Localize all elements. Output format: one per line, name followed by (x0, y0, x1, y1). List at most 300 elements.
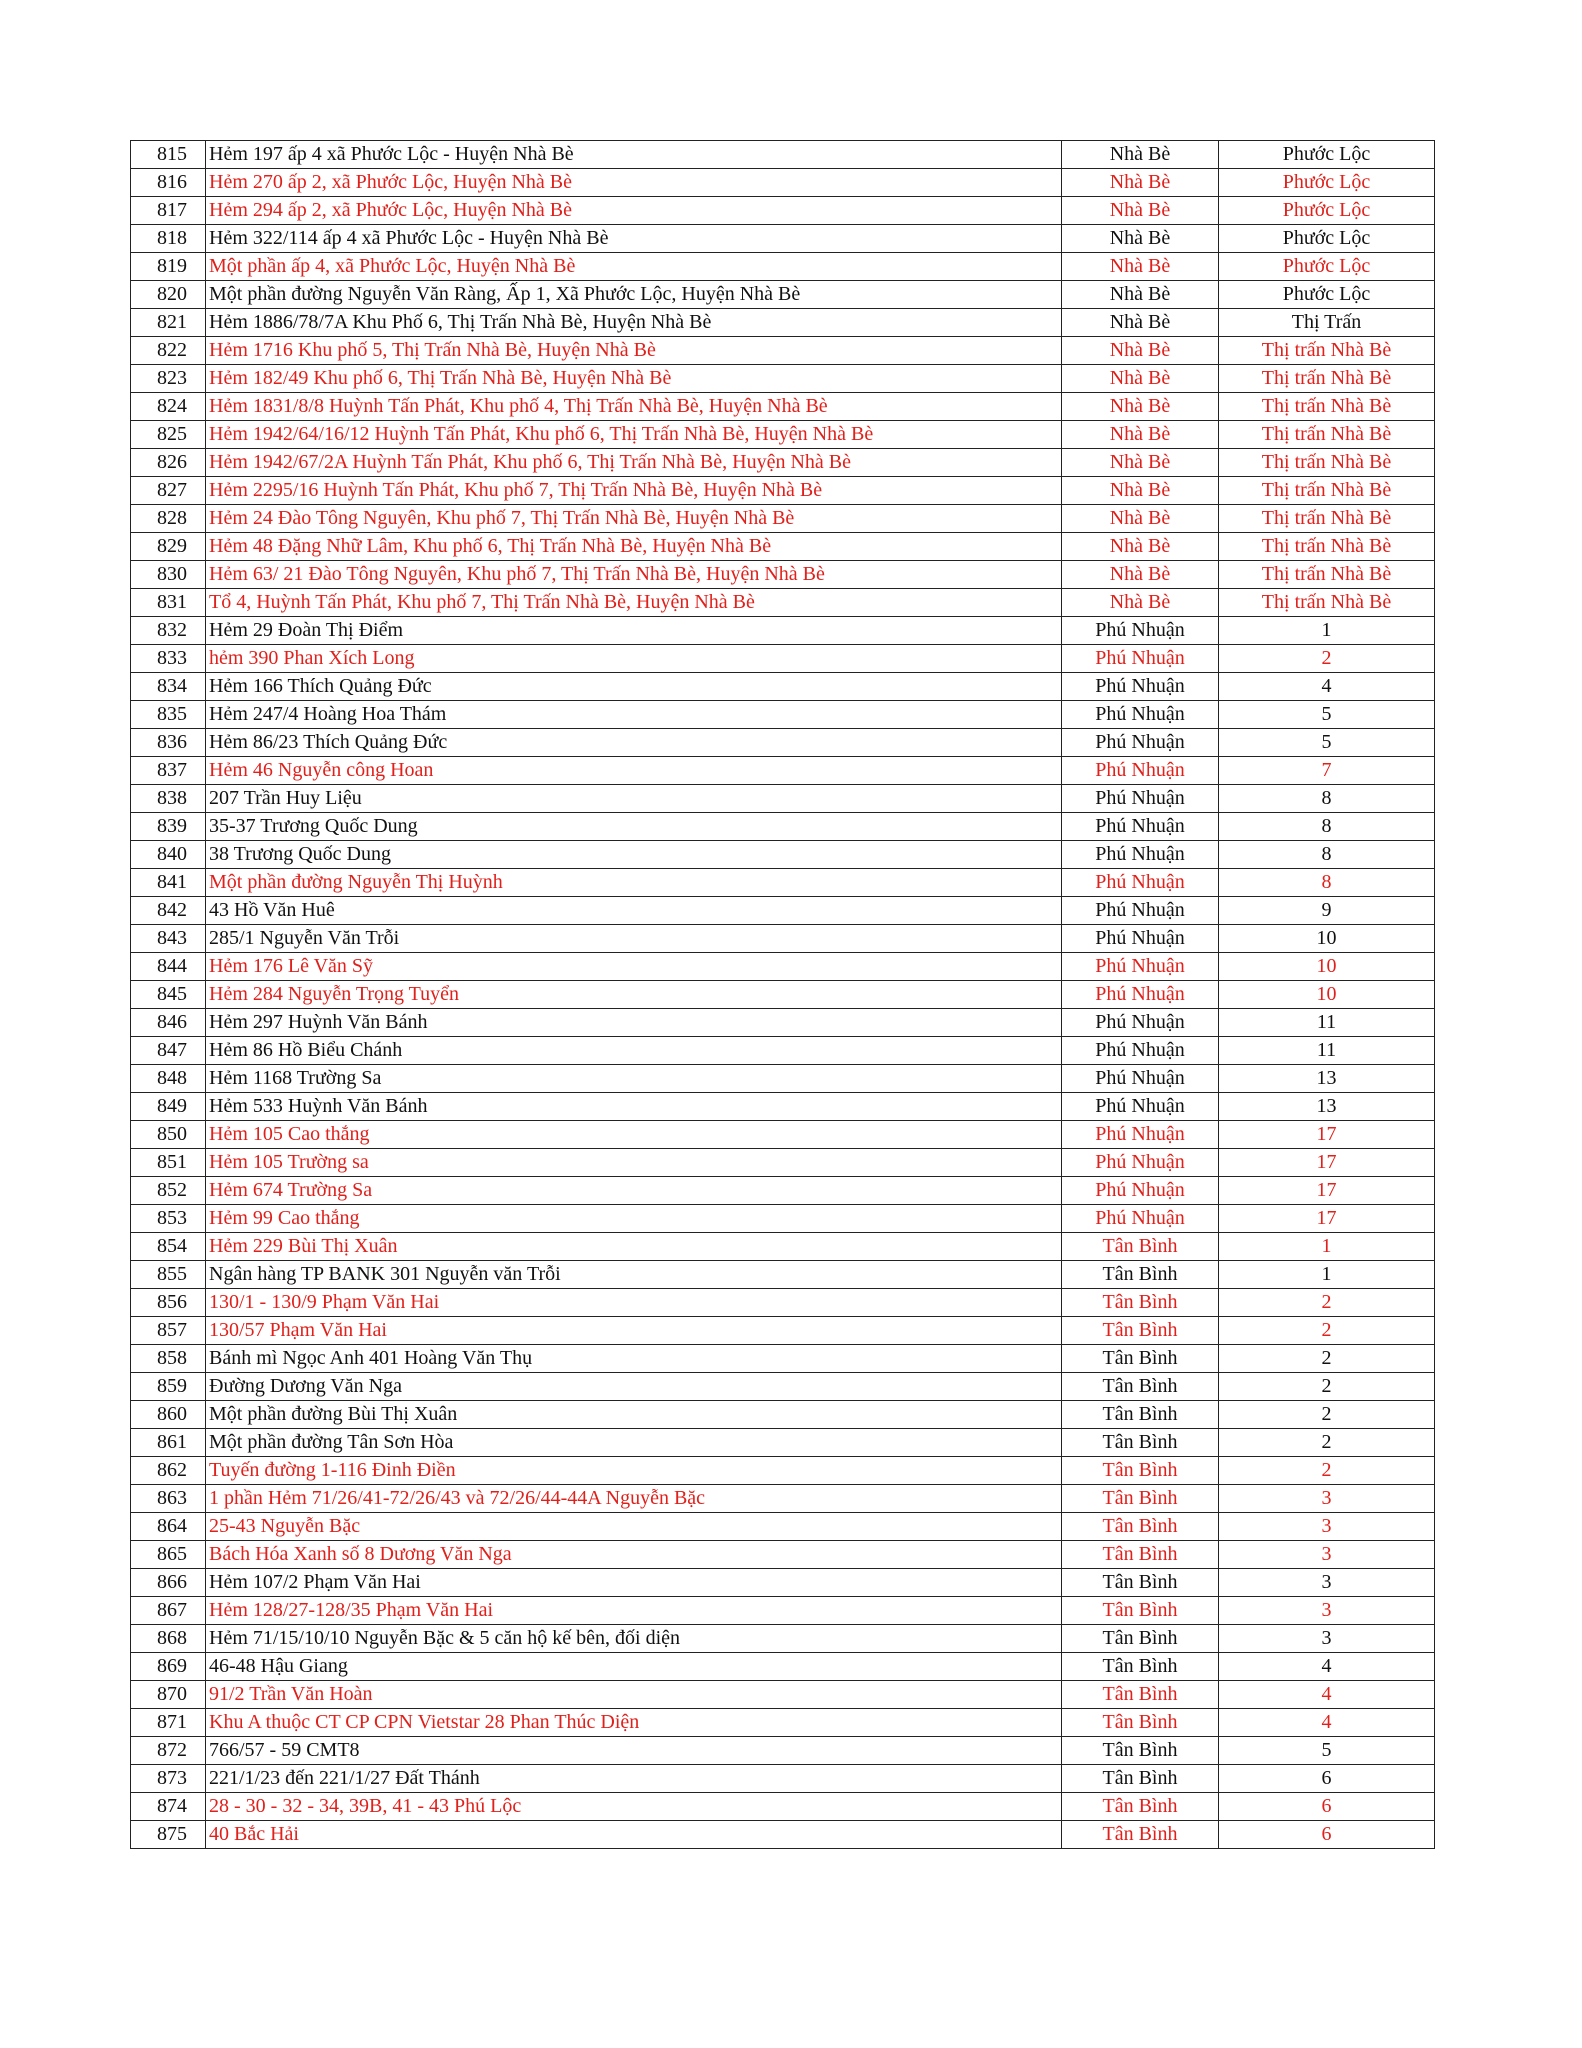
address-cell: Bách Hóa Xanh số 8 Dương Văn Nga (206, 1541, 1062, 1569)
ward-cell: Thị trấn Nhà Bè (1219, 337, 1435, 365)
address-cell: Hẻm 105 Trường sa (206, 1149, 1062, 1177)
ward-cell: 2 (1219, 1289, 1435, 1317)
ward-cell: 2 (1219, 1401, 1435, 1429)
table-row (131, 533, 1435, 561)
district-cell: Phú Nhuận (1062, 1149, 1219, 1177)
row-number-cell: 832 (131, 617, 206, 645)
table-row (131, 925, 1435, 953)
table-row (131, 981, 1435, 1009)
address-cell: 221/1/23 đến 221/1/27 Đất Thánh (206, 1765, 1062, 1793)
table-row (131, 813, 1435, 841)
address-cell: Hẻm 63/ 21 Đào Tông Nguyên, Khu phố 7, Thị Trấn Nhà Bè, Huyện Nhà Bè (206, 561, 1062, 589)
row-number-cell: 815 (131, 141, 206, 169)
address-cell: Hẻm 46 Nguyễn công Hoan (206, 757, 1062, 785)
table-row (131, 617, 1435, 645)
row-number-cell: 827 (131, 477, 206, 505)
district-cell: Tân Bình (1062, 1345, 1219, 1373)
table-row (131, 1793, 1435, 1821)
ward-cell: 3 (1219, 1513, 1435, 1541)
address-cell: Một phần đường Bùi Thị Xuân (206, 1401, 1062, 1429)
row-number-cell: 830 (131, 561, 206, 589)
ward-cell: 2 (1219, 1317, 1435, 1345)
address-cell: Hẻm 107/2 Phạm Văn Hai (206, 1569, 1062, 1597)
ward-cell: 8 (1219, 785, 1435, 813)
address-cell: Một phần đường Nguyễn Văn Ràng, Ấp 1, Xã Phước Lộc, Huyện Nhà Bè (206, 281, 1062, 309)
ward-cell: 4 (1219, 1681, 1435, 1709)
row-number-cell: 868 (131, 1625, 206, 1653)
address-cell: 207 Trần Huy Liệu (206, 785, 1062, 813)
address-cell: Đường Dương Văn Nga (206, 1373, 1062, 1401)
district-cell: Tân Bình (1062, 1373, 1219, 1401)
row-number-cell: 859 (131, 1373, 206, 1401)
row-number-cell: 824 (131, 393, 206, 421)
table-row (131, 701, 1435, 729)
ward-cell: 8 (1219, 813, 1435, 841)
ward-cell: 5 (1219, 729, 1435, 757)
table-row (131, 589, 1435, 617)
district-cell: Phú Nhuận (1062, 1065, 1219, 1093)
district-cell: Phú Nhuận (1062, 1037, 1219, 1065)
ward-cell: Thị trấn Nhà Bè (1219, 449, 1435, 477)
row-number-cell: 843 (131, 925, 206, 953)
table-row (131, 1261, 1435, 1289)
address-cell: Hẻm 1942/64/16/12 Huỳnh Tấn Phát, Khu phố 6, Thị Trấn Nhà Bè, Huyện Nhà Bè (206, 421, 1062, 449)
district-cell: Tân Bình (1062, 1737, 1219, 1765)
address-cell: 46-48 Hậu Giang (206, 1653, 1062, 1681)
district-cell: Tân Bình (1062, 1541, 1219, 1569)
row-number-cell: 855 (131, 1261, 206, 1289)
table-row (131, 869, 1435, 897)
row-number-cell: 870 (131, 1681, 206, 1709)
ward-cell: 5 (1219, 701, 1435, 729)
row-number-cell: 828 (131, 505, 206, 533)
address-cell: hẻm 390 Phan Xích Long (206, 645, 1062, 673)
table-row (131, 449, 1435, 477)
row-number-cell: 849 (131, 1093, 206, 1121)
ward-cell: 17 (1219, 1205, 1435, 1233)
table-row (131, 169, 1435, 197)
address-cell: Hẻm 197 ấp 4 xã Phước Lộc - Huyện Nhà Bè (206, 141, 1062, 169)
row-number-cell: 864 (131, 1513, 206, 1541)
row-number-cell: 851 (131, 1149, 206, 1177)
ward-cell: 3 (1219, 1597, 1435, 1625)
ward-cell: 11 (1219, 1037, 1435, 1065)
ward-cell: 1 (1219, 1261, 1435, 1289)
row-number-cell: 854 (131, 1233, 206, 1261)
address-cell: 130/1 - 130/9 Phạm Văn Hai (206, 1289, 1062, 1317)
table-row (131, 1205, 1435, 1233)
row-number-cell: 826 (131, 449, 206, 477)
table-row (131, 953, 1435, 981)
row-number-cell: 852 (131, 1177, 206, 1205)
ward-cell: 1 (1219, 1233, 1435, 1261)
row-number-cell: 822 (131, 337, 206, 365)
table-row (131, 1289, 1435, 1317)
table-row (131, 1821, 1435, 1849)
table-row (131, 1373, 1435, 1401)
ward-cell: 11 (1219, 1009, 1435, 1037)
address-cell: Ngân hàng TP BANK 301 Nguyễn văn Trỗi (206, 1261, 1062, 1289)
ward-cell: 6 (1219, 1765, 1435, 1793)
district-cell: Tân Bình (1062, 1653, 1219, 1681)
table-row (131, 1541, 1435, 1569)
ward-cell: 10 (1219, 953, 1435, 981)
address-cell: Hẻm 2295/16 Huỳnh Tấn Phát, Khu phố 7, Thị Trấn Nhà Bè, Huyện Nhà Bè (206, 477, 1062, 505)
table-row (131, 1429, 1435, 1457)
table-row (131, 1737, 1435, 1765)
district-cell: Nhà Bè (1062, 561, 1219, 589)
district-cell: Nhà Bè (1062, 449, 1219, 477)
ward-cell: Phước Lộc (1219, 225, 1435, 253)
row-number-cell: 818 (131, 225, 206, 253)
ward-cell: 1 (1219, 617, 1435, 645)
ward-cell: 4 (1219, 1709, 1435, 1737)
table-row (131, 281, 1435, 309)
district-cell: Phú Nhuận (1062, 953, 1219, 981)
district-cell: Nhà Bè (1062, 393, 1219, 421)
table-row (131, 757, 1435, 785)
table-row (131, 785, 1435, 813)
ward-cell: 8 (1219, 841, 1435, 869)
ward-cell: 6 (1219, 1793, 1435, 1821)
ward-cell: Phước Lộc (1219, 281, 1435, 309)
district-cell: Nhà Bè (1062, 421, 1219, 449)
row-number-cell: 857 (131, 1317, 206, 1345)
address-cell: 1 phần Hẻm 71/26/41-72/26/43 và 72/26/44-44A Nguyễn Bặc (206, 1485, 1062, 1513)
row-number-cell: 846 (131, 1009, 206, 1037)
row-number-cell: 839 (131, 813, 206, 841)
address-cell: Hẻm 29 Đoàn Thị Điểm (206, 617, 1062, 645)
table-row (131, 253, 1435, 281)
table-row (131, 1149, 1435, 1177)
district-cell: Tân Bình (1062, 1289, 1219, 1317)
ward-cell: Thị trấn Nhà Bè (1219, 505, 1435, 533)
table-row (131, 1597, 1435, 1625)
row-number-cell: 840 (131, 841, 206, 869)
district-cell: Nhà Bè (1062, 197, 1219, 225)
district-cell: Nhà Bè (1062, 589, 1219, 617)
address-cell: Hẻm 229 Bùi Thị Xuân (206, 1233, 1062, 1261)
address-cell: Hẻm 24 Đào Tông Nguyên, Khu phố 7, Thị Trấn Nhà Bè, Huyện Nhà Bè (206, 505, 1062, 533)
row-number-cell: 816 (131, 169, 206, 197)
address-cell: 285/1 Nguyễn Văn Trỗi (206, 925, 1062, 953)
district-cell: Phú Nhuận (1062, 981, 1219, 1009)
table-body (131, 141, 1435, 1849)
ward-cell: 4 (1219, 1653, 1435, 1681)
address-cell: 766/57 - 59 CMT8 (206, 1737, 1062, 1765)
ward-cell: 13 (1219, 1093, 1435, 1121)
table-row (131, 1121, 1435, 1149)
ward-cell: Thị trấn Nhà Bè (1219, 477, 1435, 505)
ward-cell: 10 (1219, 981, 1435, 1009)
ward-cell: 17 (1219, 1177, 1435, 1205)
address-cell: Hẻm 166 Thích Quảng Đức (206, 673, 1062, 701)
ward-cell: 17 (1219, 1121, 1435, 1149)
district-cell: Phú Nhuận (1062, 757, 1219, 785)
district-cell: Nhà Bè (1062, 169, 1219, 197)
address-cell: Hẻm 1942/67/2A Huỳnh Tấn Phát, Khu phố 6, Thị Trấn Nhà Bè, Huyện Nhà Bè (206, 449, 1062, 477)
district-cell: Nhà Bè (1062, 141, 1219, 169)
address-cell: Hẻm 176 Lê Văn Sỹ (206, 953, 1062, 981)
ward-cell: 2 (1219, 1457, 1435, 1485)
district-cell: Tân Bình (1062, 1569, 1219, 1597)
district-cell: Tân Bình (1062, 1625, 1219, 1653)
district-cell: Phú Nhuận (1062, 1121, 1219, 1149)
address-cell: Hẻm 128/27-128/35 Phạm Văn Hai (206, 1597, 1062, 1625)
address-cell: Bánh mì Ngọc Anh 401 Hoàng Văn Thụ (206, 1345, 1062, 1373)
row-number-cell: 842 (131, 897, 206, 925)
row-number-cell: 841 (131, 869, 206, 897)
ward-cell: Thị trấn Nhà Bè (1219, 393, 1435, 421)
address-cell: Hẻm 48 Đặng Nhữ Lâm, Khu phố 6, Thị Trấn Nhà Bè, Huyện Nhà Bè (206, 533, 1062, 561)
address-cell: Khu A thuộc CT CP CPN Vietstar 28 Phan Thúc Diện (206, 1709, 1062, 1737)
district-cell: Tân Bình (1062, 1513, 1219, 1541)
address-cell: 40 Bắc Hải (206, 1821, 1062, 1849)
district-cell: Phú Nhuận (1062, 617, 1219, 645)
row-number-cell: 835 (131, 701, 206, 729)
table-row (131, 1037, 1435, 1065)
row-number-cell: 844 (131, 953, 206, 981)
ward-cell: 9 (1219, 897, 1435, 925)
district-cell: Nhà Bè (1062, 505, 1219, 533)
table-row (131, 1653, 1435, 1681)
district-cell: Phú Nhuận (1062, 1205, 1219, 1233)
table-row (131, 225, 1435, 253)
ward-cell: 3 (1219, 1625, 1435, 1653)
row-number-cell: 866 (131, 1569, 206, 1597)
row-number-cell: 821 (131, 309, 206, 337)
row-number-cell: 833 (131, 645, 206, 673)
ward-cell: 6 (1219, 1821, 1435, 1849)
ward-cell: Phước Lộc (1219, 169, 1435, 197)
district-cell: Nhà Bè (1062, 477, 1219, 505)
table-row (131, 393, 1435, 421)
table-row (131, 841, 1435, 869)
address-cell: Hẻm 322/114 ấp 4 xã Phước Lộc - Huyện Nhà Bè (206, 225, 1062, 253)
district-cell: Phú Nhuận (1062, 701, 1219, 729)
row-number-cell: 853 (131, 1205, 206, 1233)
table-row (131, 1233, 1435, 1261)
address-cell: Hẻm 105 Cao thắng (206, 1121, 1062, 1149)
address-cell: 35-37 Trương Quốc Dung (206, 813, 1062, 841)
district-cell: Tân Bình (1062, 1233, 1219, 1261)
ward-cell: Thị trấn Nhà Bè (1219, 365, 1435, 393)
table-row (131, 1709, 1435, 1737)
district-cell: Phú Nhuận (1062, 785, 1219, 813)
ward-cell: 17 (1219, 1149, 1435, 1177)
table-row (131, 1345, 1435, 1373)
table-row (131, 673, 1435, 701)
row-number-cell: 819 (131, 253, 206, 281)
table-row (131, 1177, 1435, 1205)
table-row (131, 421, 1435, 449)
district-cell: Nhà Bè (1062, 309, 1219, 337)
table-row (131, 1485, 1435, 1513)
table-row (131, 1009, 1435, 1037)
table-row (131, 1457, 1435, 1485)
address-cell: Hẻm 71/15/10/10 Nguyễn Bặc & 5 căn hộ kế bên, đối diện (206, 1625, 1062, 1653)
district-cell: Tân Bình (1062, 1261, 1219, 1289)
row-number-cell: 871 (131, 1709, 206, 1737)
address-cell: Hẻm 297 Huỳnh Văn Bánh (206, 1009, 1062, 1037)
district-cell: Phú Nhuận (1062, 1177, 1219, 1205)
district-cell: Phú Nhuận (1062, 813, 1219, 841)
lockdown-area-table (130, 140, 1435, 1849)
row-number-cell: 829 (131, 533, 206, 561)
address-cell: 38 Trương Quốc Dung (206, 841, 1062, 869)
ward-cell: 2 (1219, 645, 1435, 673)
address-cell: Hẻm 284 Nguyễn Trọng Tuyển (206, 981, 1062, 1009)
ward-cell: Thị Trấn (1219, 309, 1435, 337)
district-cell: Phú Nhuận (1062, 729, 1219, 757)
table-row (131, 729, 1435, 757)
address-cell: Hẻm 270 ấp 2, xã Phước Lộc, Huyện Nhà Bè (206, 169, 1062, 197)
table-row (131, 1625, 1435, 1653)
district-cell: Phú Nhuận (1062, 645, 1219, 673)
district-cell: Phú Nhuận (1062, 673, 1219, 701)
district-cell: Tân Bình (1062, 1793, 1219, 1821)
district-cell: Tân Bình (1062, 1429, 1219, 1457)
row-number-cell: 869 (131, 1653, 206, 1681)
address-cell: 25-43 Nguyễn Bặc (206, 1513, 1062, 1541)
district-cell: Phú Nhuận (1062, 1009, 1219, 1037)
district-cell: Tân Bình (1062, 1597, 1219, 1625)
address-cell: Hẻm 1716 Khu phố 5, Thị Trấn Nhà Bè, Huyện Nhà Bè (206, 337, 1062, 365)
district-cell: Phú Nhuận (1062, 897, 1219, 925)
row-number-cell: 837 (131, 757, 206, 785)
address-cell: 91/2 Trần Văn Hoàn (206, 1681, 1062, 1709)
address-cell: Hẻm 1831/8/8 Huỳnh Tấn Phát, Khu phố 4, Thị Trấn Nhà Bè, Huyện Nhà Bè (206, 393, 1062, 421)
row-number-cell: 823 (131, 365, 206, 393)
row-number-cell: 867 (131, 1597, 206, 1625)
district-cell: Tân Bình (1062, 1401, 1219, 1429)
row-number-cell: 872 (131, 1737, 206, 1765)
ward-cell: 10 (1219, 925, 1435, 953)
address-cell: Tổ 4, Huỳnh Tấn Phát, Khu phố 7, Thị Trấn Nhà Bè, Huyện Nhà Bè (206, 589, 1062, 617)
ward-cell: 3 (1219, 1569, 1435, 1597)
table-row (131, 1765, 1435, 1793)
ward-cell: Thị trấn Nhà Bè (1219, 421, 1435, 449)
ward-cell: 3 (1219, 1541, 1435, 1569)
ward-cell: 2 (1219, 1373, 1435, 1401)
table-row (131, 561, 1435, 589)
row-number-cell: 836 (131, 729, 206, 757)
district-cell: Phú Nhuận (1062, 841, 1219, 869)
table-row (131, 141, 1435, 169)
table-row (131, 897, 1435, 925)
district-cell: Phú Nhuận (1062, 1093, 1219, 1121)
district-cell: Tân Bình (1062, 1681, 1219, 1709)
address-cell: Hẻm 99 Cao thắng (206, 1205, 1062, 1233)
table-row (131, 197, 1435, 225)
ward-cell: 2 (1219, 1429, 1435, 1457)
row-number-cell: 875 (131, 1821, 206, 1849)
district-cell: Nhà Bè (1062, 533, 1219, 561)
table-row (131, 1065, 1435, 1093)
table-row (131, 477, 1435, 505)
row-number-cell: 850 (131, 1121, 206, 1149)
row-number-cell: 856 (131, 1289, 206, 1317)
row-number-cell: 838 (131, 785, 206, 813)
table-row (131, 1569, 1435, 1597)
district-cell: Nhà Bè (1062, 365, 1219, 393)
row-number-cell: 847 (131, 1037, 206, 1065)
row-number-cell: 860 (131, 1401, 206, 1429)
row-number-cell: 862 (131, 1457, 206, 1485)
address-cell: 130/57 Phạm Văn Hai (206, 1317, 1062, 1345)
ward-cell: 2 (1219, 1345, 1435, 1373)
table-row (131, 337, 1435, 365)
table-row (131, 309, 1435, 337)
address-cell: Hẻm 533 Huỳnh Văn Bánh (206, 1093, 1062, 1121)
table-row (131, 645, 1435, 673)
district-cell: Nhà Bè (1062, 281, 1219, 309)
address-cell: Một phần đường Tân Sơn Hòa (206, 1429, 1062, 1457)
table-row (131, 1513, 1435, 1541)
district-cell: Tân Bình (1062, 1821, 1219, 1849)
address-cell: Hẻm 674 Trường Sa (206, 1177, 1062, 1205)
table-row (131, 1093, 1435, 1121)
row-number-cell: 820 (131, 281, 206, 309)
table-row (131, 1401, 1435, 1429)
row-number-cell: 874 (131, 1793, 206, 1821)
table-row (131, 1317, 1435, 1345)
address-cell: Hẻm 182/49 Khu phố 6, Thị Trấn Nhà Bè, Huyện Nhà Bè (206, 365, 1062, 393)
table-row (131, 1681, 1435, 1709)
address-cell: Một phần ấp 4, xã Phước Lộc, Huyện Nhà Bè (206, 253, 1062, 281)
ward-cell: 3 (1219, 1485, 1435, 1513)
district-cell: Tân Bình (1062, 1709, 1219, 1737)
row-number-cell: 863 (131, 1485, 206, 1513)
address-cell: Hẻm 86 Hồ Biểu Chánh (206, 1037, 1062, 1065)
address-cell: Một phần đường Nguyễn Thị Huỳnh (206, 869, 1062, 897)
row-number-cell: 858 (131, 1345, 206, 1373)
address-cell: 43 Hồ Văn Huê (206, 897, 1062, 925)
row-number-cell: 861 (131, 1429, 206, 1457)
ward-cell: 5 (1219, 1737, 1435, 1765)
district-cell: Tân Bình (1062, 1765, 1219, 1793)
district-cell: Phú Nhuận (1062, 925, 1219, 953)
address-cell: Hẻm 1886/78/7A Khu Phố 6, Thị Trấn Nhà Bè, Huyện Nhà Bè (206, 309, 1062, 337)
row-number-cell: 848 (131, 1065, 206, 1093)
ward-cell: 13 (1219, 1065, 1435, 1093)
ward-cell: 7 (1219, 757, 1435, 785)
ward-cell: Thị trấn Nhà Bè (1219, 533, 1435, 561)
row-number-cell: 817 (131, 197, 206, 225)
address-cell: Hẻm 294 ấp 2, xã Phước Lộc, Huyện Nhà Bè (206, 197, 1062, 225)
ward-cell: Phước Lộc (1219, 253, 1435, 281)
district-cell: Tân Bình (1062, 1317, 1219, 1345)
district-cell: Nhà Bè (1062, 253, 1219, 281)
ward-cell: Phước Lộc (1219, 197, 1435, 225)
district-cell: Nhà Bè (1062, 225, 1219, 253)
ward-cell: Phước Lộc (1219, 141, 1435, 169)
row-number-cell: 825 (131, 421, 206, 449)
row-number-cell: 845 (131, 981, 206, 1009)
district-cell: Phú Nhuận (1062, 869, 1219, 897)
ward-cell: 4 (1219, 673, 1435, 701)
address-cell: 28 - 30 - 32 - 34, 39B, 41 - 43 Phú Lộc (206, 1793, 1062, 1821)
district-cell: Tân Bình (1062, 1457, 1219, 1485)
ward-cell: 8 (1219, 869, 1435, 897)
address-cell: Hẻm 247/4 Hoàng Hoa Thám (206, 701, 1062, 729)
row-number-cell: 834 (131, 673, 206, 701)
address-cell: Hẻm 1168 Trường Sa (206, 1065, 1062, 1093)
address-cell: Tuyến đường 1-116 Đinh Điền (206, 1457, 1062, 1485)
row-number-cell: 873 (131, 1765, 206, 1793)
table-row (131, 365, 1435, 393)
row-number-cell: 865 (131, 1541, 206, 1569)
